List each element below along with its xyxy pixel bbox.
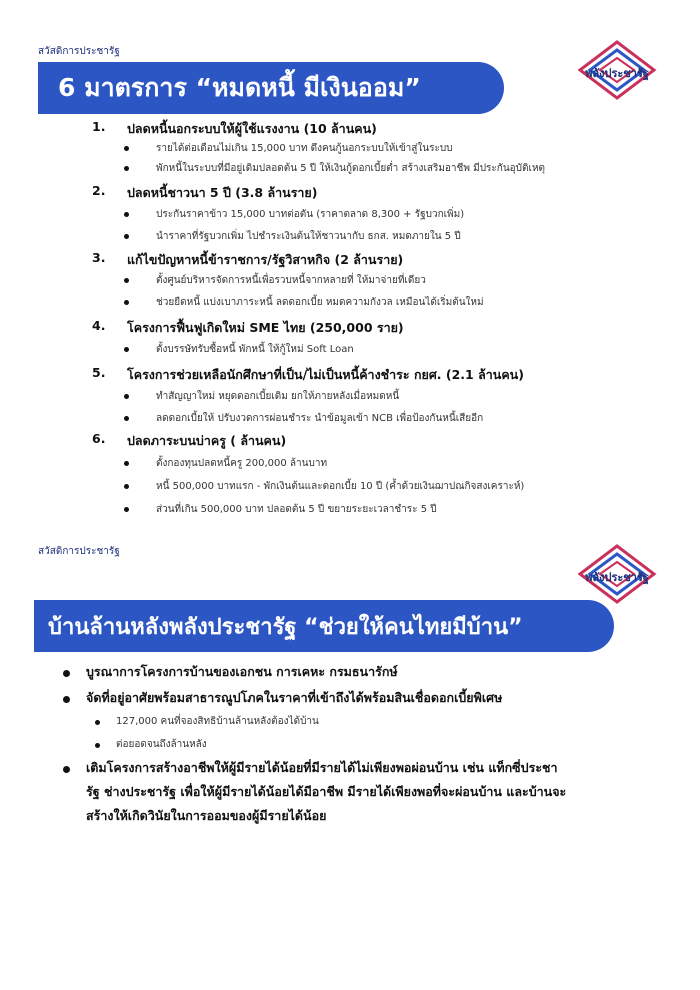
sub-item: หนี้ 500,000 บาทแรก - พักเงินต้นและดอกเบี้ย 10 ปี (ค้ำด้วยเงินฌาปณกิจสงเคราะห์) [156, 481, 525, 492]
logo-text: พลังประชารัฐ [585, 67, 649, 80]
bullet-icon [124, 461, 129, 466]
bullet-icon [124, 146, 129, 151]
title-text: 6 มาตรการ “หมดหนี้ มีเงินออม” [58, 73, 421, 102]
sub-item: 127,000 คนที่จองสิทธิบ้านล้านหลังต้องได้บ้าน [116, 716, 319, 727]
item-title: โครงการฟื้นฟูเกิดใหม่ SME ไทย (250,000 ราย) [127, 320, 404, 335]
sub-item: ลดดอกเบี้ยให้ ปรับงวดการผ่อนชำระ นำข้อมูลเข้า NCB เพื่อป้องกันหนี้เสียอีก [156, 413, 484, 424]
sub-bullet-icon [95, 743, 100, 748]
page-title [34, 600, 614, 652]
sub-item: ทำสัญญาใหม่ หยุดดอกเบี้ยเดิม ยกให้ภายหลังเมื่อหมดหนี้ [156, 391, 400, 402]
item-title: ปลดภาระบนบ่าครู ( ล้านคน) [127, 433, 287, 448]
bullet-icon [124, 300, 129, 305]
bullet-text: รัฐ ช่างประชารัฐ เพื่อให้ผู้มีรายได้น้อยได้มีอาชีพ มีรายได้เพียงพอที่จะผ่อนบ้าน และบ้านจะ [86, 784, 567, 799]
bullet-icon [124, 484, 129, 489]
logo-text: พลังประชารัฐ [585, 571, 649, 584]
bullet-icon [124, 416, 129, 421]
item-number: 6. [92, 431, 106, 446]
section-housing [0, 538, 700, 958]
bullet-icon [63, 670, 70, 677]
item-title: ปลดหนี้ชาวนา 5 ปี (3.8 ล้านราย) [127, 185, 318, 200]
item-title: แก้ไขปัญหาหนี้ข้าราชการ/รัฐวิสาหกิจ (2 ล้านราย) [127, 252, 404, 267]
bullet-text: เติมโครงการสร้างอาชีพให้ผู้มีรายได้น้อยที่มีรายได้ไม่เพียงพอผ่อนบ้าน เช่น แท็กซี่ประชา [86, 760, 558, 775]
item-number: 1. [92, 119, 106, 134]
bullet-text: บูรณาการโครงการบ้านของเอกชน การเคหะ กรมธนารักษ์ [86, 664, 398, 679]
bullet-icon [124, 166, 129, 171]
bullet-icon [63, 766, 70, 773]
bullet-text: สร้างให้เกิดวินัยในการออมของผู้มีรายได้น้อย [86, 808, 327, 823]
party-logo [572, 40, 662, 104]
sub-bullet-icon [95, 720, 100, 725]
sub-item: ช่วยยืดหนี้ แบ่งเบาภาระหนี้ ลดดอกเบี้ย หมดความกังวล เหมือนได้เริ่มต้นใหม่ [156, 297, 484, 308]
item-number: 3. [92, 250, 106, 265]
section-header-small: สวัสดิการประชารัฐ [38, 546, 120, 557]
page-title [38, 62, 504, 114]
sub-item: นำราคาที่รัฐบวกเพิ่ม ไปชำระเงินต้นให้ชาวนากับ ธกส. หมดภายใน 5 ปี [156, 231, 461, 242]
sub-item: รายได้ต่อเดือนไม่เกิน 15,000 บาท ดึงคนกู้นอกระบบให้เข้าสู่ในระบบ [156, 143, 453, 154]
bullet-icon [63, 696, 70, 703]
bullet-icon [124, 212, 129, 217]
bullet-text: จัดที่อยู่อาศัยพร้อมสาธารณูปโภคในราคาที่เข้าถึงได้พร้อมสินเชื่อดอกเบี้ยพิเศษ [86, 690, 503, 705]
sub-item: ประกันราคาข้าว 15,000 บาทต่อตัน (ราคาตลาด 8,300 + รัฐบวกเพิ่ม) [156, 209, 465, 220]
item-title: โครงการช่วยเหลือนักศึกษาที่เป็น/ไม่เป็นหนี้ค้างชำระ กยศ. (2.1 ล้านคน) [127, 367, 524, 382]
item-number: 5. [92, 365, 106, 380]
item-title: ปลดหนี้นอกระบบให้ผู้ใช้แรงงาน (10 ล้านคน) [127, 121, 377, 136]
item-number: 2. [92, 183, 106, 198]
item-number: 4. [92, 318, 106, 333]
bullet-icon [124, 347, 129, 352]
party-logo [572, 544, 662, 608]
bullet-icon [124, 234, 129, 239]
sub-item: ตั้งกองทุนปลดหนี้ครู 200,000 ล้านบาท [156, 458, 328, 469]
sub-item: พักหนี้ในระบบที่มีอยู่เดิมปลอดต้น 5 ปี ให้เงินกู้ดอกเบี้ยต่ำ สร้างเสริมอาชีพ มีประกันอุบัติเหตุ [156, 163, 546, 174]
bullet-icon [124, 278, 129, 283]
section-header-small: สวัสดิการประชารัฐ [38, 46, 120, 57]
sub-item: ต่อยอดจนถึงล้านหลัง [116, 739, 207, 750]
bullet-icon [124, 394, 129, 399]
title-text: บ้านล้านหลังพลังประชารัฐ “ช่วยให้คนไทยมีบ้าน” [48, 614, 523, 640]
sub-item: ส่วนที่เกิน 500,000 บาท ปลอดต้น 5 ปี ขยายระยะเวลาชำระ 5 ปี [156, 504, 437, 515]
sub-item: ตั้งศูนย์บริหารจัดการหนี้เพื่อรวบหนี้จากหลายที่ ให้มาจ่ายที่เดียว [156, 275, 426, 286]
sub-item: ตั้งบรรษัทรับซื้อหนี้ พักหนี้ ให้กู้ใหม่ Soft Loan [156, 344, 354, 355]
bullet-icon [124, 507, 129, 512]
